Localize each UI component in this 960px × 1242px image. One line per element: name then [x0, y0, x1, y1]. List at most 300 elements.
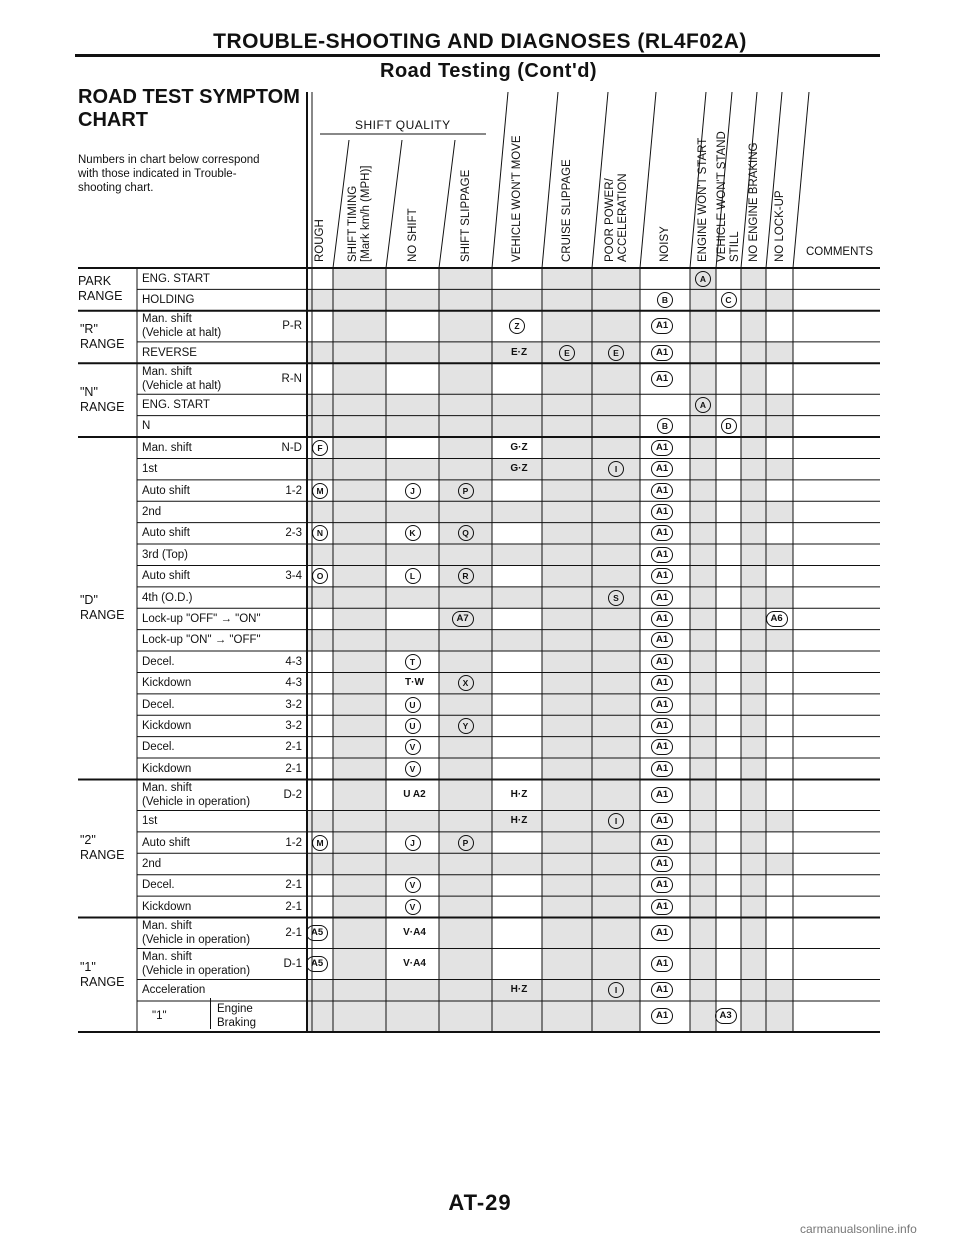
row-label: [142, 694, 302, 715]
range-label: [80, 833, 150, 863]
column-header: [Mark km/h (MPH)]: [360, 165, 372, 262]
shaded-cell: [690, 672, 716, 693]
row-label-text: Kickdown: [142, 900, 192, 913]
row-shift-code: 1-2: [285, 484, 302, 497]
row-label-text: Man. shift: [142, 781, 192, 794]
shaded-cell: [542, 416, 592, 437]
shaded-cell: [592, 416, 640, 437]
shaded-cell: [690, 1001, 716, 1032]
shaded-cell: [741, 587, 766, 608]
row-label: [142, 480, 302, 501]
shaded-cell: [690, 832, 716, 853]
symptom-entry-marker: U: [405, 697, 421, 713]
row-shift-code: 2-3: [285, 527, 302, 540]
shaded-cell: [333, 896, 386, 917]
symptom-entry-marker: A1: [651, 483, 673, 499]
shaded-cell: [741, 342, 766, 363]
shaded-cell: [542, 608, 592, 629]
shaded-cell: [386, 416, 439, 437]
shaded-cell: [307, 544, 333, 565]
shaded-cell: [592, 437, 640, 458]
shaded-cell: [690, 501, 716, 522]
shaded-cell: [542, 980, 592, 1001]
shaded-cell: [690, 523, 716, 544]
row-shift-code: D-2: [283, 788, 302, 801]
shaded-cell: [766, 394, 793, 415]
symptom-entry-marker: M: [312, 835, 328, 851]
shaded-cell: [333, 737, 386, 758]
shaded-cell: [741, 363, 766, 394]
shaded-cell: [439, 949, 492, 980]
shaded-cell: [592, 630, 640, 651]
shaded-cell: [439, 694, 492, 715]
shaded-cell: [307, 630, 333, 651]
shaded-cell: [333, 949, 386, 980]
shaded-cell: [439, 289, 492, 310]
column-header: VEHICLE WON'T STAND: [716, 131, 728, 262]
shaded-cell: [592, 311, 640, 342]
symptom-entry-marker: A1: [651, 371, 673, 387]
shaded-cell: [766, 289, 793, 310]
shaded-cell: [690, 779, 716, 810]
shaded-cell: [542, 544, 592, 565]
row-shift-code: 2-1: [285, 762, 302, 775]
symptom-entry-marker: A5: [306, 956, 328, 972]
row-label: [142, 544, 302, 565]
shaded-cell: [333, 832, 386, 853]
symptom-entry-marker: E: [559, 345, 575, 361]
shaded-cell: [741, 980, 766, 1001]
shaded-cell: [307, 501, 333, 522]
shaded-cell: [439, 437, 492, 458]
range-label-line-2: RANGE: [80, 337, 125, 351]
shaded-cell: [333, 363, 386, 394]
shaded-cell: [542, 587, 592, 608]
row-sub-label-2: Braking: [217, 1017, 256, 1030]
range-label-line-1: "D": [80, 593, 98, 608]
symptom-entry-marker: H·Z: [510, 788, 528, 800]
shaded-cell: [542, 363, 592, 394]
shaded-cell: [766, 587, 793, 608]
shaded-cell: [542, 875, 592, 896]
shaded-cell: [741, 810, 766, 831]
shaded-cell: [592, 268, 640, 289]
shaded-cell: [333, 853, 386, 874]
shaded-cell: [741, 544, 766, 565]
shaded-cell: [741, 694, 766, 715]
shaded-cell: [333, 1001, 386, 1032]
column-header: ROUGH: [314, 219, 326, 262]
row-label: [142, 394, 302, 415]
shaded-cell: [386, 587, 439, 608]
shaded-cell: [439, 394, 492, 415]
shaded-cell: [542, 853, 592, 874]
shaded-cell: [542, 289, 592, 310]
shaded-cell: [592, 779, 640, 810]
row-label: [142, 917, 302, 948]
header-slant-rule: [640, 92, 656, 268]
row-label: [142, 832, 302, 853]
range-label-line-2: RANGE: [80, 974, 125, 989]
shaded-cell: [439, 875, 492, 896]
shaded-cell: [741, 832, 766, 853]
shaded-cell: [690, 980, 716, 1001]
shaded-cell: [439, 758, 492, 779]
shaded-cell: [690, 311, 716, 342]
range-label-line-1: "1": [80, 959, 96, 974]
symptom-entry-marker: G·Z: [510, 463, 528, 475]
row-label: [142, 289, 302, 310]
range-label-line-1: "2": [80, 833, 96, 848]
shaded-cell: [439, 630, 492, 651]
row-label-text: Lock-up "ON" → "OFF": [142, 634, 261, 647]
shaded-cell: [542, 810, 592, 831]
symptom-entry-marker: A7: [452, 611, 474, 627]
shaded-cell: [592, 853, 640, 874]
symptom-entry-marker: I: [608, 813, 624, 829]
row-label-text: Decel.: [142, 741, 175, 754]
shaded-cell: [542, 458, 592, 479]
shaded-cell: [307, 810, 333, 831]
row-label-text: Man. shift: [142, 313, 192, 326]
row-label: [142, 342, 302, 363]
symptom-entry-marker: E: [608, 345, 624, 361]
shaded-cell: [690, 565, 716, 586]
row-label-text: "1": [152, 1010, 167, 1023]
shaded-cell: [592, 565, 640, 586]
symptom-entry-marker: A1: [651, 835, 673, 851]
shaded-cell: [439, 779, 492, 810]
shaded-cell: [307, 289, 333, 310]
shaded-cell: [439, 268, 492, 289]
symptom-entry-marker: A1: [651, 654, 673, 670]
shaded-cell: [741, 737, 766, 758]
shaded-cell: [690, 437, 716, 458]
shaded-cell: [386, 289, 439, 310]
shaded-cell: [741, 651, 766, 672]
shaded-cell: [333, 289, 386, 310]
symptom-entry-marker: O: [312, 568, 328, 584]
shaded-cell: [592, 363, 640, 394]
shaded-cell: [690, 608, 716, 629]
shaded-cell: [542, 917, 592, 948]
shaded-cell: [333, 980, 386, 1001]
shaded-cell: [542, 268, 592, 289]
symptom-entry-marker: A1: [651, 813, 673, 829]
shaded-cell: [439, 737, 492, 758]
range-label-line-1: PARK: [78, 274, 112, 289]
symptom-entry-marker: A1: [651, 547, 673, 563]
shaded-cell: [333, 458, 386, 479]
row-label: [142, 758, 302, 779]
shaded-cell: [439, 1001, 492, 1032]
chart-note-line-3: shooting chart.: [78, 182, 154, 194]
shaded-cell: [333, 268, 386, 289]
shaded-cell: [690, 458, 716, 479]
row-label: [142, 875, 302, 896]
shaded-cell: [542, 437, 592, 458]
row-label-detail: (Vehicle in operation): [142, 965, 251, 978]
row-shift-code: R-N: [281, 372, 302, 385]
shaded-cell: [386, 394, 439, 415]
symptom-entry-marker: I: [608, 982, 624, 998]
header-slant-rule: [386, 140, 402, 268]
row-shift-code: D-1: [283, 958, 302, 971]
shaded-cell: [741, 853, 766, 874]
row-label-text: Kickdown: [142, 677, 192, 690]
symptom-entry-marker: Y: [458, 718, 474, 734]
shaded-cell: [741, 458, 766, 479]
shaded-cell: [333, 672, 386, 693]
shaded-cell: [439, 544, 492, 565]
shaded-cell: [542, 565, 592, 586]
symptom-entry-marker: H·Z: [510, 815, 528, 827]
row-label-detail: (Vehicle in operation): [142, 933, 251, 946]
row-label-text: Man. shift: [142, 441, 192, 454]
shaded-cell: [439, 311, 492, 342]
range-label-line-1: "N": [80, 385, 98, 400]
shaded-cell: [690, 896, 716, 917]
shaded-cell: [307, 587, 333, 608]
row-label-text: Man. shift: [142, 951, 192, 964]
column-header: STILL: [729, 231, 741, 262]
shaded-cell: [439, 458, 492, 479]
shaded-cell: [766, 544, 793, 565]
shaded-cell: [766, 416, 793, 437]
shaded-cell: [741, 480, 766, 501]
chart-note-line-1: Numbers in chart below correspond: [78, 154, 260, 166]
row-shift-code: 2-1: [285, 741, 302, 754]
shaded-cell: [307, 1001, 333, 1032]
shaded-cell: [741, 437, 766, 458]
shaded-cell: [690, 651, 716, 672]
symptom-entry-marker: V·A4: [403, 958, 426, 970]
symptom-entry-marker: A1: [651, 461, 673, 477]
shaded-cell: [333, 875, 386, 896]
row-label-text: Decel.: [142, 879, 175, 892]
row-label: [142, 715, 302, 736]
shaded-cell: [690, 363, 716, 394]
shaded-cell: [333, 810, 386, 831]
row-label-text: 4th (O.D.): [142, 591, 193, 604]
row-shift-code: P-R: [282, 320, 302, 333]
shaded-cell: [492, 289, 542, 310]
shaded-cell: [690, 480, 716, 501]
shaded-cell: [690, 917, 716, 948]
row-shift-code: 3-2: [285, 698, 302, 711]
shaded-cell: [741, 875, 766, 896]
symptom-entry-marker: Z: [509, 318, 525, 334]
header-slant-rule: [439, 140, 455, 268]
symptom-entry-marker: C: [721, 292, 737, 308]
row-label-text: HOLDING: [142, 294, 195, 307]
symptom-entry-marker: A1: [651, 345, 673, 361]
shaded-cell: [690, 416, 716, 437]
shaded-cell: [592, 289, 640, 310]
row-label-text: Decel.: [142, 698, 175, 711]
symptom-entry-marker: A1: [651, 877, 673, 893]
shaded-cell: [766, 853, 793, 874]
range-label-line-1: "R": [80, 322, 98, 336]
shaded-cell: [439, 587, 492, 608]
shaded-cell: [690, 544, 716, 565]
shaded-cell: [592, 544, 640, 565]
row-label: [142, 565, 302, 586]
shaded-cell: [690, 587, 716, 608]
symptom-entry-marker: F: [312, 440, 328, 456]
shaded-cell: [766, 980, 793, 1001]
symptom-entry-marker: V: [405, 899, 421, 915]
row-label-text: Kickdown: [142, 762, 192, 775]
row-shift-code: 4-3: [285, 655, 302, 668]
shaded-cell: [741, 501, 766, 522]
shaded-cell: [592, 949, 640, 980]
shaded-cell: [592, 737, 640, 758]
shaded-cell: [333, 523, 386, 544]
shaded-cell: [333, 779, 386, 810]
shaded-cell: [690, 630, 716, 651]
shaded-cell: [690, 342, 716, 363]
shaded-cell: [592, 694, 640, 715]
symptom-entry-marker: L: [405, 568, 421, 584]
symptom-entry-marker: A3: [715, 1008, 737, 1024]
row-label: [142, 1001, 302, 1032]
shaded-cell: [592, 480, 640, 501]
shaded-cell: [542, 737, 592, 758]
symptom-entry-marker: A1: [651, 675, 673, 691]
shaded-cell: [542, 311, 592, 342]
shaded-cell: [542, 523, 592, 544]
shaded-cell: [492, 853, 542, 874]
shaded-cell: [492, 394, 542, 415]
symptom-entry-marker: B: [657, 292, 673, 308]
shaded-cell: [439, 501, 492, 522]
shaded-cell: [333, 311, 386, 342]
shaded-cell: [333, 694, 386, 715]
row-label-text: Auto shift: [142, 836, 190, 849]
shaded-cell: [741, 565, 766, 586]
shaded-cell: [592, 523, 640, 544]
shaded-cell: [492, 501, 542, 522]
row-shift-code: 3-2: [285, 719, 302, 732]
shaded-cell: [592, 875, 640, 896]
column-header: ENGINE WON'T START: [697, 137, 709, 262]
shaded-cell: [333, 630, 386, 651]
column-header: SHIFT TIMING: [347, 185, 359, 262]
symptom-entry-marker: A1: [651, 318, 673, 334]
shaded-cell: [542, 694, 592, 715]
row-label: [142, 437, 302, 458]
shaded-cell: [307, 980, 333, 1001]
column-header: SHIFT SLIPPAGE: [459, 169, 472, 262]
shaded-cell: [333, 565, 386, 586]
page-title: TROUBLE-SHOOTING AND DIAGNOSES (RL4F02A): [213, 30, 747, 53]
shaded-cell: [592, 394, 640, 415]
symptom-entry-marker: A: [695, 397, 711, 413]
shaded-cell: [333, 651, 386, 672]
symptom-entry-marker: A1: [651, 697, 673, 713]
row-label: [142, 630, 302, 651]
row-shift-code: 3-4: [285, 570, 302, 583]
symptom-entry-marker: A6: [766, 611, 788, 627]
shaded-cell: [542, 630, 592, 651]
row-label: [142, 501, 302, 522]
shaded-cell: [333, 917, 386, 948]
shaded-cell: [333, 715, 386, 736]
symptom-entry-marker: A1: [651, 1008, 673, 1024]
shaded-cell: [542, 672, 592, 693]
shaded-cell: [766, 458, 793, 479]
shaded-cell: [492, 630, 542, 651]
row-shift-code: 2-1: [285, 926, 302, 939]
row-label-text: 2nd: [142, 857, 162, 870]
shaded-cell: [592, 651, 640, 672]
shaded-cell: [766, 342, 793, 363]
symptom-entry-marker: Q: [458, 525, 474, 541]
shaded-cell: [741, 608, 766, 629]
shaded-cell: [592, 832, 640, 853]
shaded-cell: [386, 810, 439, 831]
row-label-text: Decel.: [142, 655, 175, 668]
row-label-detail: (Vehicle at halt): [142, 379, 222, 392]
symptom-entry-marker: A1: [651, 787, 673, 803]
row-label-text: Auto shift: [142, 570, 190, 583]
row-label: [142, 896, 302, 917]
row-label-text: REVERSE: [142, 346, 197, 359]
shaded-cell: [333, 608, 386, 629]
symptom-entry-marker: V·A4: [403, 927, 426, 938]
shaded-cell: [333, 416, 386, 437]
symptom-entry-marker: U: [405, 718, 421, 734]
symptom-entry-marker: A1: [651, 899, 673, 915]
symptom-entry-marker: V: [405, 739, 421, 755]
shaded-cell: [741, 311, 766, 342]
shaded-cell: [542, 394, 592, 415]
row-label-text: Auto shift: [142, 484, 190, 497]
watermark: carmanualsonline.info: [800, 1222, 917, 1236]
symptom-entry-marker: I: [608, 461, 624, 477]
row-label-text: Man. shift: [142, 919, 192, 932]
row-label: [142, 608, 302, 629]
shaded-cell: [386, 853, 439, 874]
row-label-text: 1st: [142, 463, 158, 476]
row-label-text: 1st: [142, 815, 158, 828]
symptom-entry-marker: T·W: [405, 677, 424, 689]
shaded-cell: [542, 651, 592, 672]
symptom-entry-marker: A1: [651, 718, 673, 734]
symptom-entry-marker: A1: [651, 856, 673, 872]
shaded-cell: [542, 779, 592, 810]
row-label: [142, 311, 302, 342]
shaded-cell: [542, 758, 592, 779]
column-header: NO SHIFT: [406, 208, 419, 262]
row-label-text: ENG. START: [142, 272, 210, 285]
shaded-cell: [592, 758, 640, 779]
shaded-cell: [333, 480, 386, 501]
engine-braking-cell: [210, 998, 309, 1029]
shaded-cell: [542, 949, 592, 980]
row-label: [142, 587, 302, 608]
range-label: [80, 960, 150, 990]
shaded-cell: [439, 896, 492, 917]
range-label: [80, 385, 150, 415]
shaded-cell: [690, 853, 716, 874]
row-label: [142, 523, 302, 544]
symptom-entry-marker: A1: [651, 739, 673, 755]
symptom-entry-marker: H·Z: [510, 984, 528, 996]
shaded-cell: [386, 1001, 439, 1032]
shaded-cell: [542, 1001, 592, 1032]
